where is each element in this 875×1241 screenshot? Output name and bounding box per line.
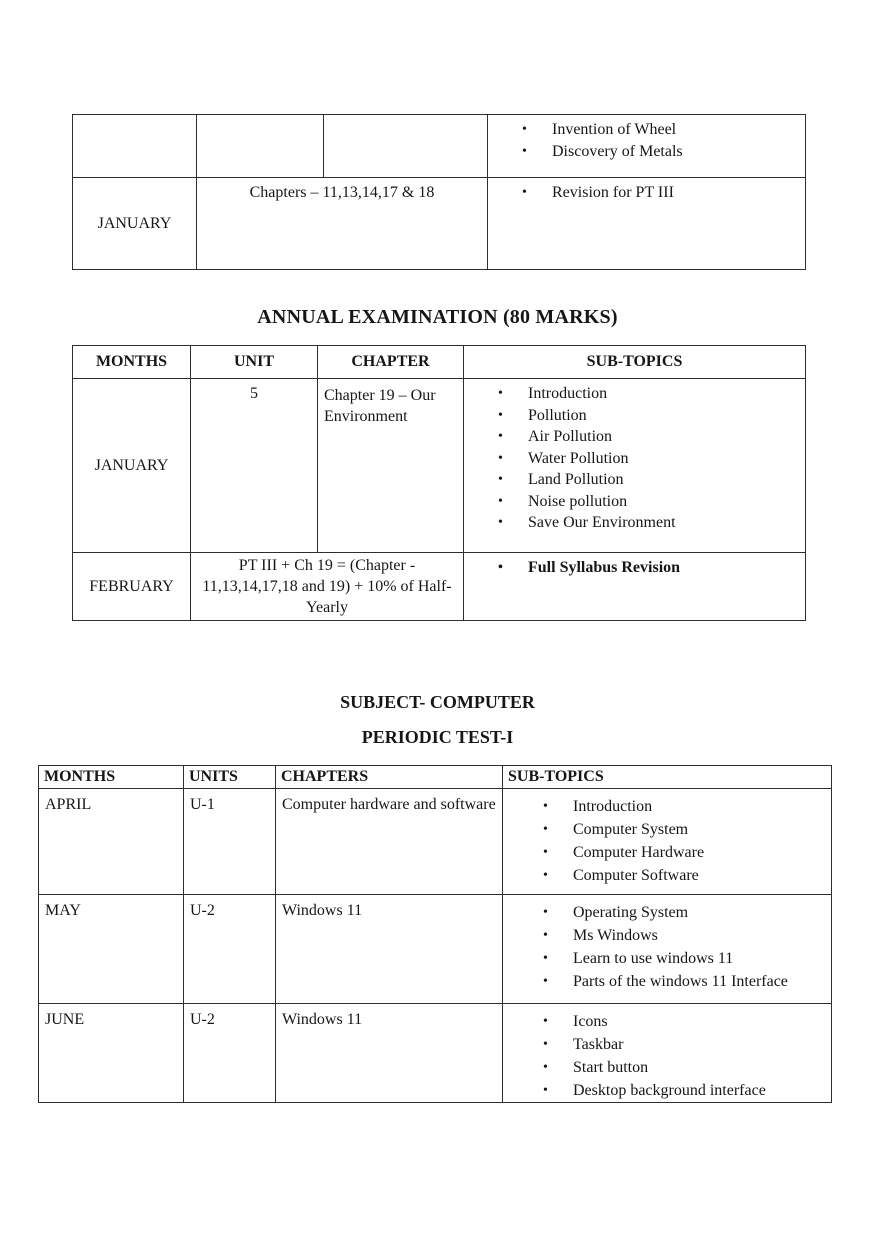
bullet-text: Computer System <box>573 821 689 838</box>
subtopics-list <box>503 789 831 887</box>
bullet-text: Land Pollution <box>528 471 624 488</box>
bullet-item <box>498 469 805 491</box>
bullet-text: Discovery of Metals <box>552 143 683 160</box>
bullet-text: Operating System <box>573 904 689 921</box>
bullet-text: Start button <box>573 1059 649 1076</box>
bullet-icon: • <box>543 1060 548 1075</box>
bullet-item <box>543 947 791 970</box>
bullet-icon: • <box>522 144 527 159</box>
bullet-item <box>498 426 805 448</box>
bullet-item <box>543 1079 791 1102</box>
subtopics-list <box>503 1004 831 1102</box>
bullet-icon: • <box>543 951 548 966</box>
bullet-icon: • <box>543 799 548 814</box>
bullet-icon: • <box>498 407 503 423</box>
bullet-text: Save Our Environment <box>528 514 676 531</box>
bullet-item <box>498 491 805 513</box>
bullet-text: Parts of the windows 11 Interface <box>573 973 788 990</box>
bullet-item <box>498 512 805 534</box>
cell-unit: U-2 <box>184 1004 276 1103</box>
january-pt3-table <box>72 114 806 270</box>
bullet-icon: • <box>498 386 503 401</box>
bullet-item <box>498 383 805 405</box>
bullet-item <box>522 141 805 163</box>
cell-unit: U-2 <box>184 895 276 1004</box>
bullet-icon: • <box>522 185 527 200</box>
header-months: MONTHS <box>73 346 191 379</box>
bullet-text: Introduction <box>573 798 653 815</box>
bullet-icon: • <box>543 1083 548 1098</box>
cell-unit: U-1 <box>184 789 276 895</box>
cell-month: MAY <box>39 895 184 1004</box>
subtopics-list <box>503 895 831 993</box>
bullet-text: Computer Software <box>573 867 699 884</box>
bullet-text: Water Pollution <box>528 449 629 467</box>
cell-month: JANUARY <box>73 379 191 553</box>
periodic-test-heading: PERIODIC TEST-I <box>361 727 514 747</box>
bullet-text: Computer Hardware <box>573 844 705 861</box>
bullet-item <box>543 864 791 887</box>
table-row <box>73 553 806 621</box>
bullet-item <box>498 448 805 470</box>
table-row <box>39 1004 832 1103</box>
cell-chapter: Chapter 19 – Our Environment <box>318 379 464 553</box>
bullet-text: Icons <box>573 1013 608 1030</box>
cell-chapter: Windows 11 <box>276 895 503 1004</box>
bullet-item <box>543 795 791 818</box>
bullet-icon: • <box>498 472 503 487</box>
cell-chapter-empty <box>324 115 488 178</box>
header-units: UNITS <box>184 766 276 789</box>
table-row <box>73 178 806 270</box>
table-row <box>39 789 832 895</box>
header-chapter: CHAPTER <box>318 346 464 379</box>
bullet-text: Noise pollution <box>528 492 628 510</box>
bullet-item <box>498 405 805 427</box>
cell-month: FEBRUARY <box>73 553 191 621</box>
bullet-item <box>543 1010 791 1033</box>
bullet-icon: • <box>543 822 548 837</box>
bullet-icon: • <box>543 974 548 989</box>
bullet-text: Revision for PT III <box>552 184 674 201</box>
cell-subtopics <box>503 895 832 1004</box>
subtopics-list <box>464 553 805 579</box>
header-subtopics: SUB-TOPICS <box>464 346 806 379</box>
cell-subtopics <box>488 115 806 178</box>
table-row <box>73 115 806 178</box>
bullet-text: Pollution <box>528 406 587 424</box>
header-subtopics: SUB-TOPICS <box>503 766 832 789</box>
subject-computer-heading: SUBJECT- COMPUTER <box>340 692 535 712</box>
bullet-text: Full Syllabus Revision <box>528 559 681 576</box>
bullet-text: Taskbar <box>573 1036 624 1053</box>
bullet-item <box>522 182 805 204</box>
annual-exam-table <box>72 345 806 621</box>
cell-month: JUNE <box>39 1004 184 1103</box>
bullet-text: Invention of Wheel <box>552 121 677 138</box>
cell-subtopics <box>503 789 832 895</box>
bullet-text: Learn to use windows 11 <box>573 950 734 967</box>
bullet-icon: • <box>498 560 503 575</box>
computer-periodic-test-table <box>38 765 832 1103</box>
cell-chapters-merged: PT III + Ch 19 = (Chapter - 11,13,14,17,18 and 19) + 10% of Half-Yearly <box>191 553 464 621</box>
bullet-icon: • <box>498 450 503 466</box>
bullet-item <box>543 1033 791 1056</box>
bullet-icon: • <box>522 122 527 137</box>
bullet-text: Air Pollution <box>528 428 613 445</box>
cell-subtopics <box>464 553 806 621</box>
cell-unit-empty <box>197 115 324 178</box>
bullet-item <box>522 119 805 141</box>
annual-exam-heading: ANNUAL EXAMINATION (80 MARKS) <box>257 306 618 328</box>
cell-chapter: Windows 11 <box>276 1004 503 1103</box>
cell-subtopics <box>503 1004 832 1103</box>
bullet-icon: • <box>543 905 548 920</box>
table-header-row <box>39 766 832 789</box>
subtopics-list <box>488 178 805 204</box>
cell-month: APRIL <box>39 789 184 895</box>
cell-chapter: Computer hardware and software <box>276 789 503 895</box>
cell-subtopics <box>464 379 806 553</box>
cell-subtopics <box>488 178 806 270</box>
bullet-item <box>498 557 805 579</box>
bullet-item <box>543 924 791 947</box>
bullet-item <box>543 841 791 864</box>
cell-chapters-merged: Chapters – 11,13,14,17 & 18 <box>197 178 488 270</box>
bullet-text: Desktop background interface <box>573 1082 766 1099</box>
bullet-icon: • <box>543 928 548 943</box>
bullet-icon: • <box>498 493 503 509</box>
bullet-item <box>543 970 791 993</box>
table-header-row <box>73 346 806 379</box>
bullet-icon: • <box>543 868 548 883</box>
header-months: MONTHS <box>39 766 184 789</box>
bullet-item <box>543 901 791 924</box>
cell-unit: 5 <box>191 379 318 553</box>
subtopics-list <box>488 115 805 163</box>
bullet-text: Ms Windows <box>573 927 658 944</box>
table-row <box>73 379 806 553</box>
bullet-icon: • <box>543 1037 548 1052</box>
bullet-item <box>543 1056 791 1079</box>
header-unit: UNIT <box>191 346 318 379</box>
bullet-icon: • <box>543 845 548 860</box>
subtopics-list <box>464 379 805 534</box>
bullet-item <box>543 818 791 841</box>
bullet-text: Introduction <box>528 385 608 402</box>
bullet-icon: • <box>543 1014 548 1029</box>
cell-month: JANUARY <box>73 178 197 270</box>
header-chapters: CHAPTERS <box>276 766 503 789</box>
bullet-icon: • <box>498 429 503 444</box>
bullet-icon: • <box>498 515 503 530</box>
cell-month-empty <box>73 115 197 178</box>
table-row <box>39 895 832 1004</box>
